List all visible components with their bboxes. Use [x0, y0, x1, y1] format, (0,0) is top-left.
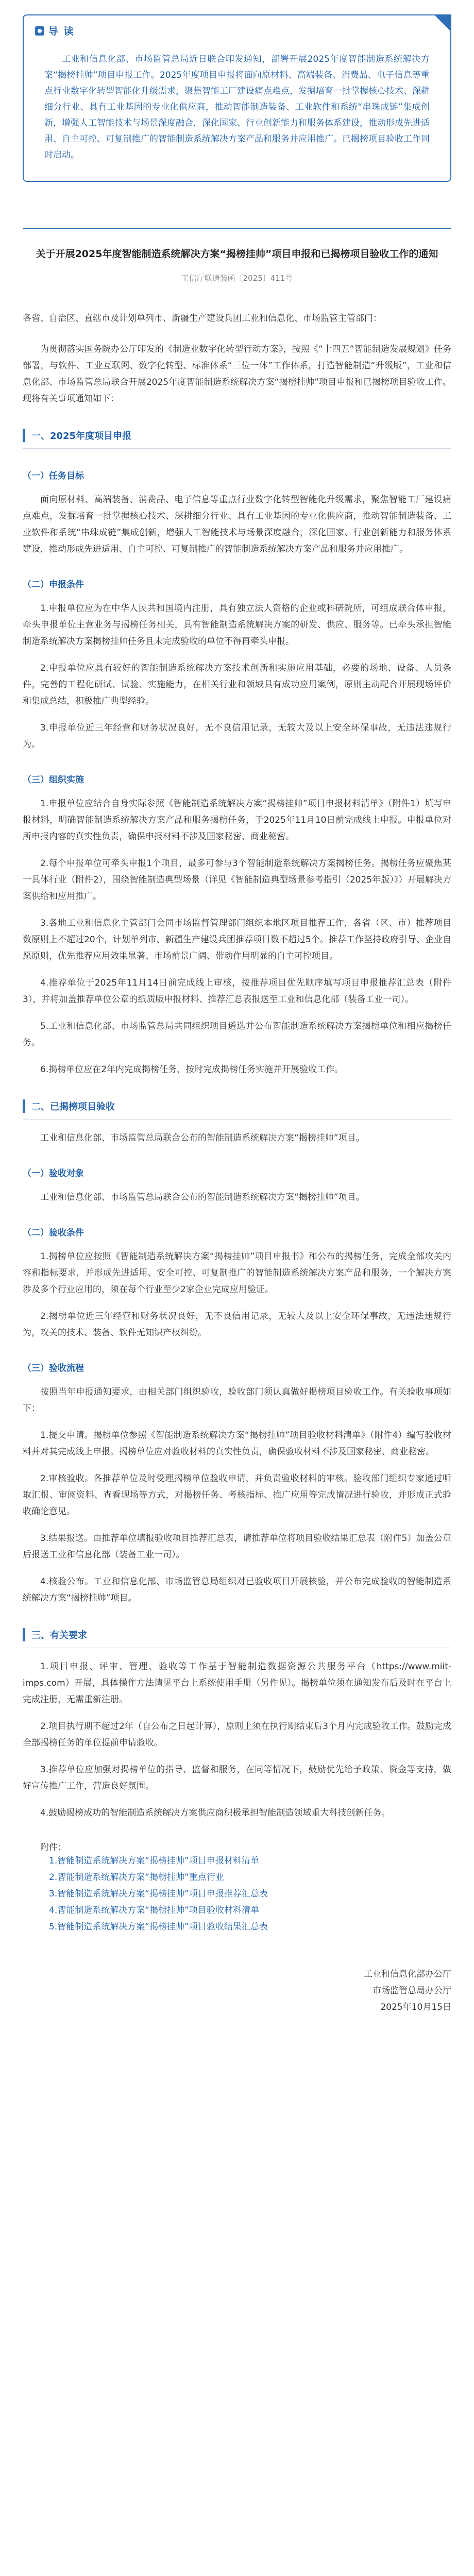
paragraph: 4.核验公布。工业和信息化部、市场监管总局组织对已验收项目开展核验，并公布完成验收的智能制造系统解决方案“揭榜挂帅”项目。 — [23, 1577, 451, 1603]
section-rule — [23, 1119, 451, 1120]
lead-box — [23, 14, 451, 182]
paragraph: 2.项目执行期不超过2年（自公布之日起计算），原则上须在执行期结束后3个月内完成验收工作。鼓励完成全部揭榜任务的单位提前申请验收。 — [23, 1721, 451, 1748]
section-rule — [23, 448, 451, 449]
corner-decoration — [434, 14, 451, 32]
subheading: （一）验收对象 — [23, 1168, 84, 1179]
lead-tag-icon — [35, 26, 44, 36]
subheading: （三）组织实施 — [23, 775, 84, 785]
paragraph: 面向原材料、高端装备、消费品、电子信息等重点行业数字化转型智能化升级需求，聚焦智能工厂建设痛点难点，发掘培育一批掌握核心技术、深耕细分行业、具有工业基因的专业化供应商，推动智能制造装备、工业软件和系统“串珠成链”集成创新，增强人工智能技术与场景深度融合，深化国家、行业创新能力和服务体系建设，推动形成先进适用、自主可控、可复制推广的智能制造系统解决方案产品和服务并应用推广。 — [23, 495, 451, 554]
document-header — [23, 228, 451, 283]
paragraph: 4.鼓励揭榜成功的智能制造系统解决方案供应商积极承担智能制造领域重大科技创新任务。 — [40, 1808, 391, 1818]
attachment-link-5[interactable]: 5.智能制造系统解决方案“揭榜挂帅”项目验收结果汇总表 — [49, 1922, 268, 1932]
document-title: 关于开展2025年度智能制造系统解决方案“揭榜挂帅”项目申报和已揭榜项目验收工作的通知 — [36, 248, 438, 260]
subheading: （三）验收流程 — [23, 1363, 84, 1374]
paragraph: 6.揭榜单位应在2年内完成揭榜任务，按时完成揭榜任务实施并开展验收工作。 — [40, 1064, 344, 1075]
paragraph: 3.结果报送。由推荐单位填报验收项目推荐汇总表，请推荐单位将项目验收结果汇总表（附件5）加盖公章后报送工业和信息化部（装备工业一司）。 — [23, 1533, 451, 1560]
paragraph: 1.申报单位应结合自身实际参照《智能制造系统解决方案“揭榜挂帅”项目申报材料清单》（附件1）填写申报材料，明确智能制造系统解决方案产品和服务揭榜任务，于2025年11月10日前完成线上申报。申报单位对所申报内容的真实性负责，确保申报材料不涉及国家秘密、商业秘密。 — [23, 799, 451, 842]
section-bar — [23, 429, 25, 442]
signature-block — [23, 1966, 451, 2015]
section-bar — [23, 1099, 25, 1113]
section-title: 一、2025年度项目申报 — [31, 431, 132, 442]
attachment-link-2[interactable]: 2.智能制造系统解决方案“揭榜挂帅”重点行业 — [49, 1872, 224, 1883]
document-number-row — [23, 273, 451, 283]
paragraph: 2.揭榜单位近三年经营和财务状况良好，无不良信用记录，无较大及以上安全环保事故，无违法违规行为，攻关的技术、装备、软件无知识产权纠纷。 — [23, 1311, 451, 1338]
lead-tag-label: 导 读 — [48, 26, 75, 37]
paragraph: 1.申报单位应为在中华人民共和国境内注册，具有独立法人资格的企业或科研院所，可组成联合体申报，牵头申报单位主营业务与揭榜任务相关，具有智能制造系统解决方案的研发、供应、服务等。已牵头承担智能制造系统解决方案揭榜挂帅任务且未完成验收的单位不得再牵头申报。 — [23, 603, 451, 647]
paragraph: 3.推荐单位应加强对揭榜单位的指导、监督和服务，在同等情况下，鼓励优先给予政策、资金等支持，做好宣传推广工作，营造良好氛围。 — [23, 1765, 451, 1791]
paragraph: 3.各地工业和信息化主管部门会同市场监督管理部门组织本地区项目推荐工作，各省（区、市）推荐项目数原则上不超过20个，计划单列市、新疆生产建设兵团推荐项目数不超过5个。推荐工作坚持政府引导、企业自愿原则，优先推荐应用效果显著、市场前景广阔、带动作用明显的自主可控项目。 — [23, 918, 451, 961]
section-heading-1 — [23, 429, 451, 442]
paragraph: 2.审核验收。各推荐单位及时受理揭榜单位验收申请，并负责验收材料的审核。验收部门组织专家通过听取汇报、审阅资料、查看现场等方式，对揭榜任务、考核指标、推广应用等完成情况进行验收，并形成正式验收确论意见。 — [23, 1473, 451, 1517]
lead-summary: 工业和信息化部、市场监管总局近日联合印发通知，部署开展2025年度智能制造系统解决方案“揭榜挂帅”项目申报工作。2025年度项目申报将面向原材料、高端装备、消费品、电子信息等重点行业数字化转型智能化升级需求，聚焦智能工厂建设痛点难点，发掘培育一批掌握核心技术、深耕细分行业、具有工业基因的专业化供应商，推动智能制造装备、工业软件和系统“串珠成链”集成创新，增强人工智能技术与场景深度融合，深化国家、行业创新能力和服务体系建设，推动形成先进适用、自主可控、可复制推广的智能制造系统解决方案产品和服务并应用推广。已揭榜项目验收工作同时启动。 — [44, 54, 430, 160]
subheading: （一）任务目标 — [23, 471, 84, 481]
intro-paragraph: 为贯彻落实国务院办公厅印发的《制造业数字化转型行动方案》，按照《“十四五”智能制造发展规划》任务部署，与软件、工业互联网、数字化转型、标准体系“三位一体”工作体系，打造智能制造“升级版”，工业和信息化部、市场监管总局联合开展2025年度智能制造系统解决方案“揭榜挂帅”项目申报和已揭榜项目验收工作。现将有关事项通知如下： — [23, 344, 451, 404]
paragraph: 工业和信息化部、市场监管总局联合公布的智能制造系统解决方案“揭榜挂帅”项目。 — [40, 1133, 365, 1143]
signature-org-1: 工业和信息化部办公厅 — [364, 1969, 451, 1979]
attachments-title: 附件： — [40, 1842, 66, 1853]
paragraph: 2.申报单位应具有较好的智能制造系统解决方案技术创新和实施应用基础，必要的场地、设备、人员条件，完善的工程化研试、试验、实施能力，在相关行业和领域具有成功应用案例，原则主动配合开展现场评价和集成总结，积极推广典型经验。 — [23, 663, 451, 706]
attachment-link-1[interactable]: 1.智能制造系统解决方案“揭榜挂帅”项目申报材料清单 — [49, 1856, 259, 1866]
attachment-link-4[interactable]: 4.智能制造系统解决方案“揭榜挂帅”项目验收材料清单 — [49, 1905, 259, 1916]
paragraph: 4.推荐单位于2025年11月14日前完成线上审核，按推荐项目优先顺序填写项目申报推荐汇总表（附件3），并将加盖推荐单位公章的纸质版申报材料、推荐汇总表报送至工业和信息化部（装备工业一司）。 — [23, 978, 451, 1005]
paragraph: 1.揭榜单位应按照《智能制造系统解决方案“揭榜挂帅”项目申报书》和公布的揭榜任务，完成全部攻关内容和指标要求，并形成先进适用、安全可控、可复制推广的智能制造系统解决方案产品和服务，一个解决方案涉及多个行业应用的，须在每个行业至少2家企业完成应用验证。 — [23, 1251, 451, 1295]
paragraph: 5.工业和信息化部、市场监管总局共同组织项目遴选并公布智能制造系统解决方案揭榜单位和相应揭榜任务。 — [23, 1021, 451, 1048]
signature-org-2: 市场监管总局办公厅 — [373, 1986, 451, 1996]
paragraph: 按照当年申报通知要求，由相关部门组织验收，验收部门须认真做好揭榜项目验收工作。有关验收事项如下： — [23, 1387, 451, 1414]
addressee: 各省、自治区、直辖市及计划单列市、新疆生产建设兵团工业和信息化、市场监管主管部门： — [23, 313, 382, 324]
section-heading-2 — [23, 1099, 451, 1113]
document-number: 工信厅联通装函〔2025〕411号 — [181, 274, 293, 283]
section-title: 三、有关要求 — [31, 1630, 87, 1641]
section-bar — [23, 1628, 25, 1641]
attachment-link-3[interactable]: 3.智能制造系统解决方案“揭榜挂帅”项目申报推荐汇总表 — [49, 1889, 268, 1899]
lead-tag — [35, 24, 75, 38]
paragraph: 1.项目申报、评审、管理、验收等工作基于智能制造数据资源公共服务平台（https://www.miit-imps.com）开展，具体操作方法请见平台上系统使用手册（另件见）。揭榜单位须在通知发布后及时在平台上完成注册，无需重新注册。 — [23, 1662, 451, 1705]
paragraph: 2.每个申报单位可牵头申报1个项目，最多可参与3个智能制造系统解决方案揭榜任务。揭榜任务应聚焦某一具体行业（附件2），围绕智能制造典型场景（详见《智能制造典型场景参考指引（2025年版）》）开展解决方案供给和应用推广。 — [23, 858, 451, 902]
paragraph: 3.申报单位近三年经营和财务状况良好，无不良信用记录，无较大及以上安全环保事故，无违法违规行为。 — [23, 723, 451, 750]
paragraph: 1.提交申请。揭榜单位参照《智能制造系统解决方案“揭榜挂帅”项目验收材料清单》（附件4）编写验收材料并对其完成线上申报。揭榜单位应对验收材料的真实性负责，确保验收材料不涉及国家秘密、商业秘密。 — [23, 1430, 451, 1457]
subheading: （二）申报条件 — [23, 580, 84, 590]
section-title: 二、已揭榜项目验收 — [31, 1101, 115, 1112]
subheading: （二）验收条件 — [23, 1228, 84, 1238]
paragraph: 工业和信息化部、市场监管总局联合公布的智能制造系统解决方案“揭榜挂帅”项目。 — [40, 1192, 365, 1202]
section-heading-3 — [23, 1628, 451, 1641]
signature-date: 2025年10月15日 — [380, 2002, 451, 2012]
article-page — [0, 14, 474, 2046]
